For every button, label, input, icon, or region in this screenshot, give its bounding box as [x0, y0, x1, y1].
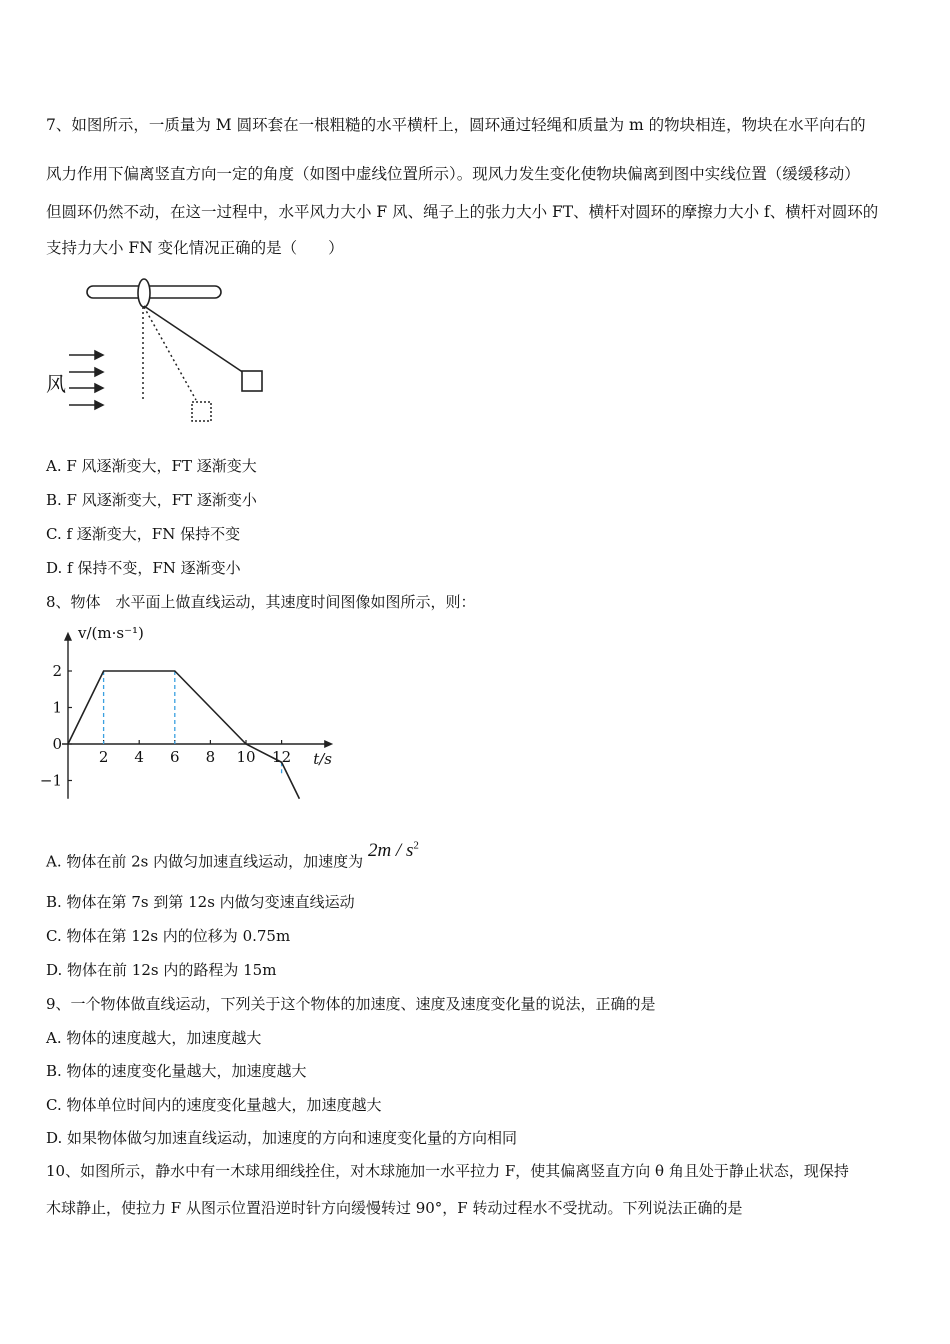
q8-option-c[interactable]: C. 物体在第 12s 内的位移为 0.75m — [46, 927, 291, 945]
wind-label: 风 — [46, 372, 66, 396]
q8-stem: 8、物体 水平面上做直线运动，其速度时间图像如图所示，则： — [46, 593, 476, 611]
ring — [138, 279, 150, 307]
solid-rope — [144, 306, 244, 373]
q7-line-1 — [46, 114, 866, 136]
q7-option-b[interactable]: B. F 风逐渐变大，FT 逐渐变小 — [46, 491, 257, 509]
dashed-block — [192, 402, 211, 421]
q10-line-1: 10、如图所示，静水中有一木球用细线拴住，对木球施加一水平拉力 F，使其偏离竖直方向 θ 角且处于静止状态，现保持 — [46, 1162, 849, 1180]
q7-line-3 — [46, 201, 878, 223]
y-tick-label: 2 — [52, 662, 62, 680]
q7-figure — [40, 275, 280, 435]
x-tick-label: 6 — [170, 748, 180, 766]
velocity-series-line — [68, 671, 299, 799]
acceleration-expression: $2m / s^2$ — [367, 840, 419, 862]
dotted-rope — [144, 307, 196, 400]
x-axis-label: t/s — [313, 750, 332, 768]
q8-option-a[interactable]: A. 物体在前 2s 内做匀加速直线运动，加速度为 $2m / s^2$ — [46, 840, 419, 871]
y-tick-label: 0 — [52, 735, 62, 753]
q7-line-2 — [46, 163, 860, 185]
q9-stem: 9、一个物体做直线运动，下列关于这个物体的加速度、速度及速度变化量的说法，正确的是 — [46, 995, 656, 1013]
q9-option-b[interactable]: B. 物体的速度变化量越大，加速度越大 — [46, 1062, 307, 1080]
q9-option-c[interactable]: C. 物体单位时间内的速度变化量越大，加速度越大 — [46, 1096, 382, 1114]
q7-text-1: 7、如图所示，一质量为 M 圆环套在一根粗糙的水平横杆上，圆环通过轻绳和质量为 m 的物块相连，物块在水平向右的 — [46, 116, 866, 134]
horizontal-bar — [87, 286, 221, 298]
q7-text-2: 风力作用下偏离竖直方向一定的角度（如图中虚线位置所示）。现风力发生变化使物块偏离到图中实线位置（缓缓移动） — [46, 165, 860, 183]
q9-option-a[interactable]: A. 物体的速度越大，加速度越大 — [46, 1029, 262, 1047]
q7-option-c[interactable]: C. f 逐渐变大，FN 保持不变 — [46, 525, 241, 543]
y-axis-label: v/(m·s⁻¹) — [78, 623, 144, 642]
x-tick-label: 8 — [205, 748, 216, 766]
wind-arrows — [69, 351, 103, 409]
solid-block — [242, 371, 262, 391]
q7-option-d[interactable]: D. f 保持不变，FN 逐渐变小 — [46, 559, 241, 577]
q8-option-d[interactable]: D. 物体在前 12s 内的路程为 15m — [46, 961, 277, 979]
velocity-time-chart — [40, 620, 360, 810]
q9-option-d[interactable]: D. 如果物体做匀加速直线运动，加速度的方向和速度变化量的方向相同 — [46, 1129, 518, 1147]
y-tick-label: 1 — [52, 698, 62, 717]
q7-line-4 — [46, 237, 344, 259]
x-tick-label: 2 — [98, 748, 109, 766]
y-axis-arrow — [64, 632, 72, 641]
x-tick-label: 4 — [134, 748, 144, 766]
q8-option-b[interactable]: B. 物体在第 7s 到第 12s 内做匀变速直线运动 — [46, 893, 355, 911]
x-tick-label: 10 — [236, 748, 256, 766]
x-axis-arrow — [324, 740, 333, 748]
q7-option-a[interactable]: A. F 风逐渐变大，FT 逐渐变大 — [46, 457, 257, 475]
q7-text-4: 支持力大小 FN 变化情况正确的是（ ） — [46, 239, 344, 257]
x-tick-label: 12 — [272, 748, 292, 766]
q10-line-2: 木球静止，使拉力 F 从图示位置沿逆时针方向缓慢转过 90°，F 转动过程水不受扰动。下列说法正确的是 — [46, 1199, 743, 1217]
y-tick-label: −1 — [39, 771, 62, 790]
q7-text-3: 但圆环仍然不动，在这一过程中，水平风力大小 F 风、绳子上的张力大小 FT、横杆对圆环的摩擦力大小 f、横杆对圆环的 — [46, 203, 879, 221]
